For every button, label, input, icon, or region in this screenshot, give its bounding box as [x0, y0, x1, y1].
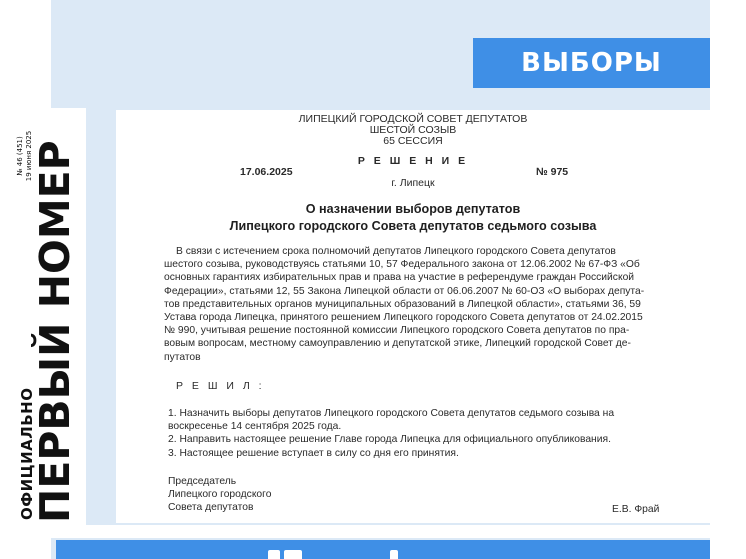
body-line: путатов [164, 351, 201, 363]
item-line: 2. Направить настоящее решение Главе города Липецка для официального опубликования. [168, 434, 611, 446]
issue-number: № 46 (451) [16, 136, 24, 176]
signer-name: Е.В. Фрай [612, 504, 660, 515]
issue-date: 19 июня 2025 [25, 130, 33, 182]
section-label: ВЫБОРЫ [473, 38, 710, 88]
issue-info [16, 111, 34, 201]
item-line: 1. Назначить выборы депутатов Липецкого городского Совета депутатов седьмого созыва на [168, 408, 615, 419]
document-type: Р Е Ш Е Н И Е [357, 155, 469, 167]
cut-off-text-glyph [268, 550, 280, 559]
document-city: г. Липецк [391, 177, 435, 189]
signature-line: Председатель [168, 476, 237, 487]
title-line: Липецкого городского Совета депутатов седьмого созыва [229, 219, 597, 233]
decision-document [116, 110, 710, 523]
body-line: шестого созыва, руководствуясь статьями 10, 57 Федерального закона от 12.06.2002 № 67-ФЗ «Об [164, 259, 640, 271]
decided-label: Р Е Ш И Л : [176, 380, 265, 392]
document-number: № 975 [536, 166, 569, 178]
header-line: ЛИПЕЦКИЙ ГОРОДСКОЙ СОВЕТ ДЕПУТАТОВ [298, 113, 528, 125]
document-title [116, 201, 710, 235]
publication-masthead [16, 110, 86, 523]
decision-items [168, 407, 708, 460]
body-line: Устава города Липецка, принятого решением Липецкого городского Совета депутатов от 24.02.2015 [164, 312, 643, 324]
body-line: В связи с истечением срока полномочий депутатов Липецкого городского Совета депутатов [176, 246, 616, 257]
next-article-bar [56, 540, 710, 559]
body-line: основных гарантиях избирательных прав и права на участие в референдуме граждан Российской [164, 272, 635, 284]
masthead-title: ПЕРВЫЙ НОМЕР [31, 140, 79, 523]
signature-line: Липецкого городского [168, 489, 272, 501]
title-line: О назначении выборов депутатов [305, 202, 521, 216]
signature-line: Совета депутатов [168, 502, 254, 514]
document-body [164, 245, 688, 364]
margin-strip [15, 538, 51, 559]
header-line: 65 СЕССИЯ [383, 135, 443, 147]
body-line: № 990, учитывая решение постоянной комиссии Липецкого городского Совета депутатов по пра- [164, 325, 630, 337]
margin-strip [15, 0, 51, 108]
body-line: вовым вопросам, местному самоуправлению и депутатской этике, Липецкий городской Совет де- [164, 338, 631, 350]
masthead-prefix: ОФИЦИАЛЬНО [18, 387, 36, 520]
item-line: 3. Настоящее решение вступает в силу со дня его принятия. [168, 447, 459, 459]
header-line: ШЕСТОЙ СОЗЫВ [369, 124, 457, 136]
body-line: Федерации», статьями 12, 55 Закона Липецкой области от 06.06.2007 № 60-ОЗ «О выборах депута- [164, 285, 645, 297]
body-line: тов представительных органов муниципальных образований в Липецкой области», статьями 36, 59 [164, 298, 641, 310]
cut-off-text-glyph [390, 550, 398, 559]
cut-off-text-glyph [284, 550, 302, 559]
document-date: 17.06.2025 [240, 166, 293, 178]
item-line: воскресенье 14 сентября 2025 года. [168, 421, 342, 433]
